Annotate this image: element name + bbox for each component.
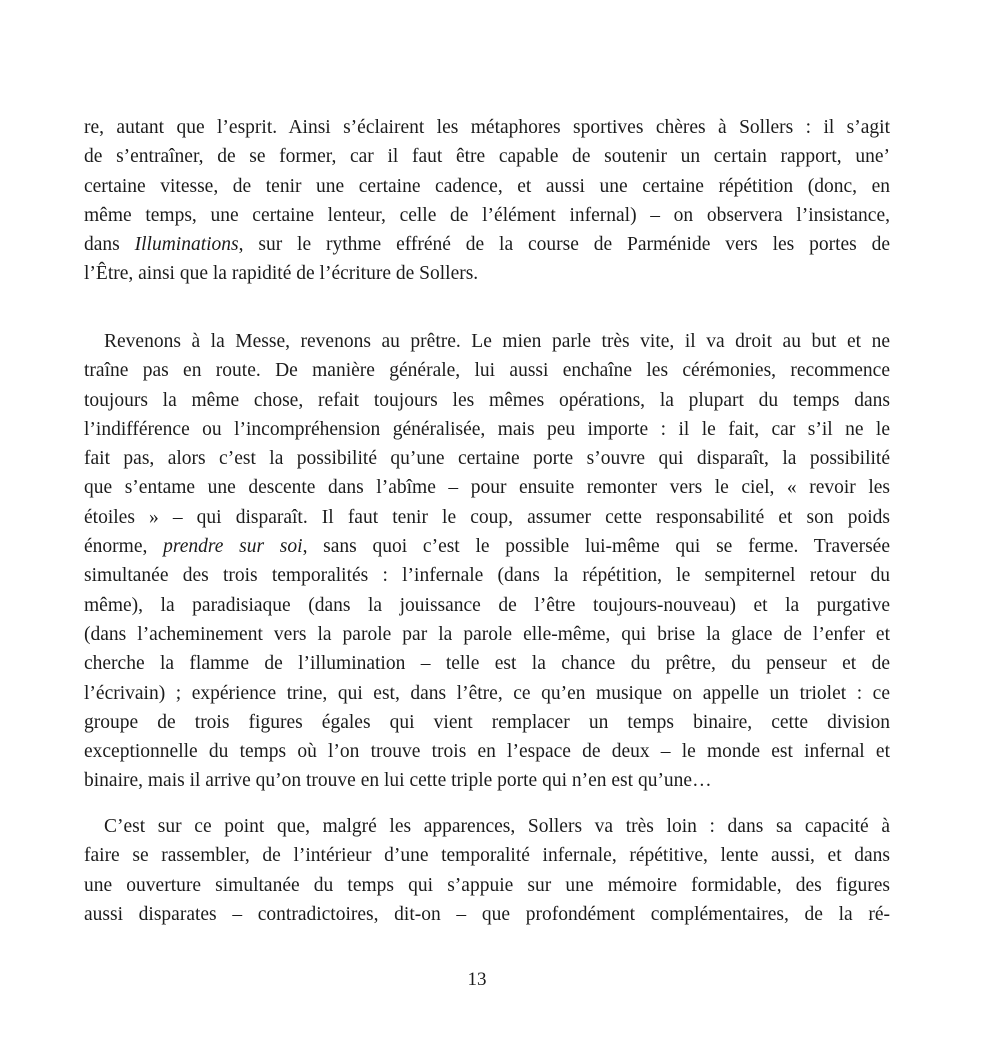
text-line: simultanée des trois temporalités : l’infernale (dans la répétition, le sempiternel retour du [84, 565, 890, 587]
text-line: même temps, une certaine lenteur, celle de l’élément infernal) – on observera l’insistance, [84, 204, 890, 226]
text-line: une ouverture simultanée du temps qui s’appuie sur une mémoire formidable, des figures [84, 874, 890, 896]
emphasis-italic: prendre sur soi [163, 536, 303, 558]
paragraph-1 [84, 113, 890, 289]
text-line: cherche la flamme de l’illumination – telle est la chance du prêtre, du penseur et de [84, 653, 890, 675]
text-line: l’Être, ainsi que la rapidité de l’écriture de Sollers. [84, 263, 479, 285]
text-line: traîne pas en route. De manière générale, lui aussi enchaîne les cérémonies, recommence [84, 360, 890, 382]
paragraph-3 [84, 812, 890, 929]
text-line: (dans l’acheminement vers la parole par la parole elle-même, qui brise la glace de l’enfer et [84, 623, 890, 645]
page-number: 13 [467, 969, 487, 990]
text-line: toujours la même chose, refait toujours les mêmes opérations, la plupart du temps dans [84, 389, 890, 411]
book-title-italic: Illuminations [134, 234, 239, 256]
text-line: dans Illuminations, sur le rythme effréné de la course de Parménide vers les portes de [84, 234, 890, 256]
text-line: étoiles » – qui disparaît. Il faut tenir le coup, assumer cette responsabilité et son poids [84, 506, 890, 528]
text-line: binaire, mais il arrive qu’on trouve en lui cette triple porte qui n’en est qu’une… [84, 770, 712, 792]
text-line: énorme, prendre sur soi, sans quoi c’est le possible lui-même qui se ferme. Traversée [84, 536, 890, 558]
text-line: C’est sur ce point que, malgré les apparences, Sollers va très loin : dans sa capacité à [104, 816, 890, 837]
text-line: exceptionnelle du temps où l’on trouve trois en l’espace de deux – le monde est infernal et [84, 741, 890, 763]
text-line: aussi disparates – contradictoires, dit-on – que profondément complémentaires, de la ré- [84, 903, 890, 925]
text-line: certaine vitesse, de tenir une certaine cadence, et aussi une certaine répétition (donc, en [84, 175, 890, 197]
text-line: l’écrivain) ; expérience trine, qui est, dans l’être, ce qu’en musique on appelle un triolet : ce [84, 682, 890, 704]
text-line: que s’entame une descente dans l’abîme – pour ensuite remonter vers le ciel, « revoir les [84, 477, 890, 499]
text-line: Revenons à la Messe, revenons au prêtre. Le mien parle très vite, il va droit au but et ne [104, 331, 890, 352]
paragraph-2 [84, 327, 890, 796]
text-line: faire se rassembler, de l’intérieur d’une temporalité infernale, répétitive, lente aussi, et dans [84, 845, 890, 867]
text-line: re, autant que l’esprit. Ainsi s’éclairent les métaphores sportives chères à Sollers : il s’agit [84, 117, 890, 138]
text-line: l’indifférence ou l’incompréhension généralisée, mais peu importe : il le fait, car s’il ne le [84, 418, 890, 440]
text-line: de s’entraîner, de se former, car il faut être capable de soutenir un certain rapport, une’ [84, 146, 890, 168]
text-line: groupe de trois figures égales qui vient remplacer un temps binaire, cette division [84, 711, 890, 733]
text-line: même), la paradisiaque (dans la jouissance de l’être toujours-nouveau) et la purgative [84, 594, 890, 616]
text-line: fait pas, alors c’est la possibilité qu’une certaine porte s’ouvre qui disparaît, la possibilité [84, 448, 890, 470]
